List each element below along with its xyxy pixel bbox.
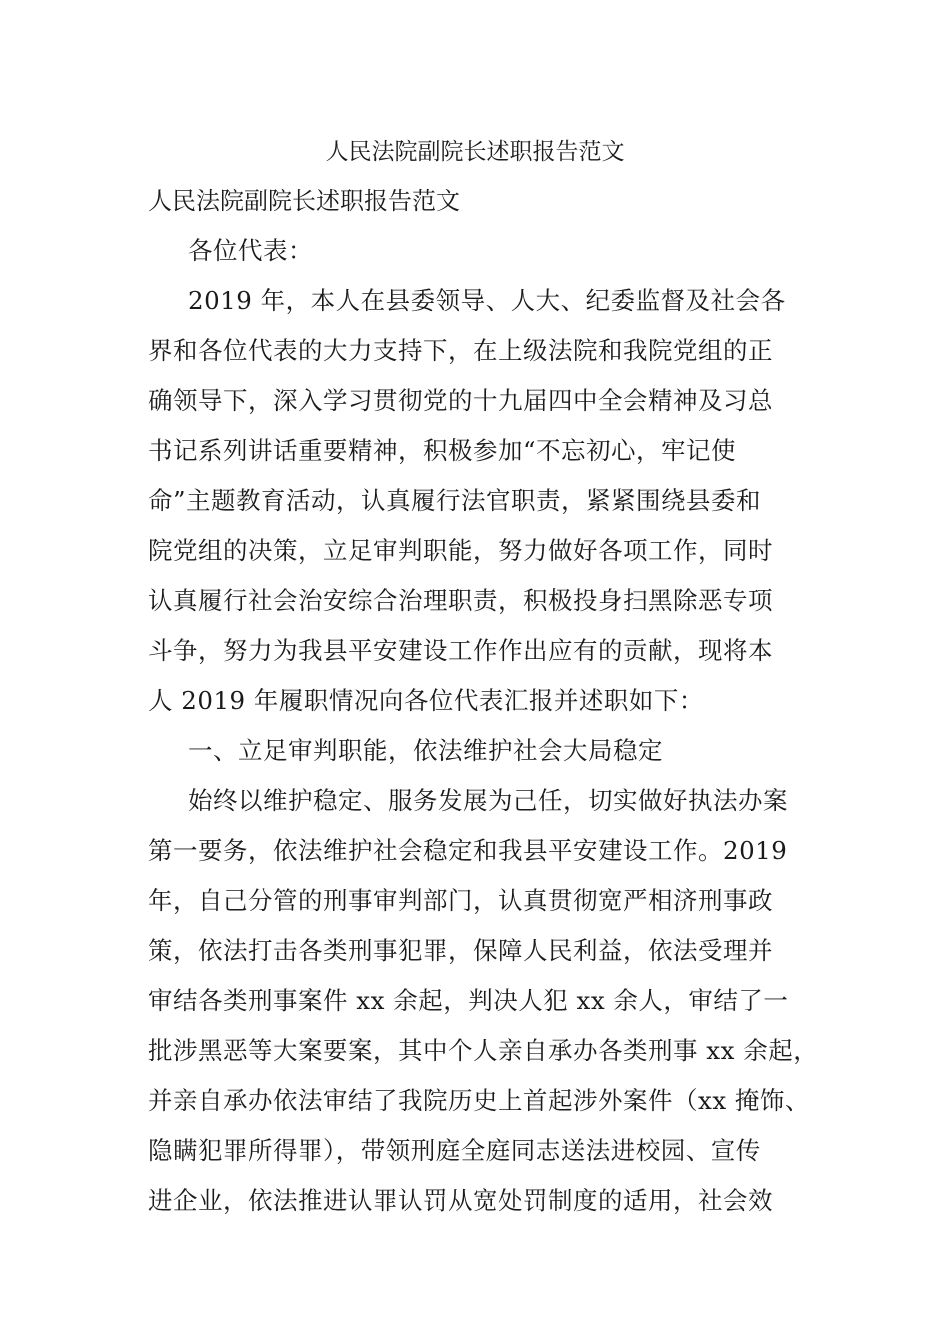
paragraph-line: 并亲自承办依法审结了我院历史上首起涉外案件（xx 掩饰、	[148, 1086, 810, 1115]
document-subtitle: 人民法院副院长述职报告范文	[148, 187, 460, 215]
paragraph-line: 院党组的决策，立足审判职能，努力做好各项工作，同时	[148, 536, 773, 565]
paragraph-line: 界和各位代表的大力支持下，在上级法院和我院党组的正	[148, 336, 773, 365]
paragraph-line: 命”主题教育活动，认真履行法官职责，紧紧围绕县委和	[148, 486, 762, 515]
paragraph-line: 认真履行社会治安综合治理职责，积极投身扫黑除恶专项	[148, 586, 773, 615]
paragraph-line: 书记系列讲话重要精神，积极参加“不忘初心，牢记使	[148, 436, 737, 465]
paragraph-line: 确领导下，深入学习贯彻党的十九届四中全会精神及习总	[148, 386, 773, 415]
paragraph-line: 隐瞒犯罪所得罪），带领刑庭全庭同志送法进校园、宣传	[148, 1136, 761, 1165]
page-title: 人民法院副院长述职报告范文	[325, 139, 625, 165]
paragraph-line: 第一要务，依法维护社会稳定和我县平安建设工作。2019	[148, 836, 788, 865]
paragraph-line: 2019 年，本人在县委领导、人大、纪委监督及社会各	[188, 286, 786, 315]
paragraph-line: 始终以维护稳定、服务发展为己任，切实做好执法办案	[188, 786, 788, 815]
paragraph-line: 年，自己分管的刑事审判部门，认真贯彻宽严相济刑事政	[148, 886, 773, 915]
paragraph-line: 斗争，努力为我县平安建设工作作出应有的贡献，现将本	[148, 636, 773, 665]
paragraph-line: 策，依法打击各类刑事犯罪，保障人民利益，依法受理并	[148, 936, 773, 965]
greeting: 各位代表：	[188, 236, 313, 265]
paragraph-line: 人 2019 年履职情况向各位代表汇报并述职如下：	[148, 686, 704, 715]
paragraph-line: 审结各类刑事案件 xx 余起，判决人犯 xx 余人，审结了一	[148, 986, 789, 1015]
paragraph-line: 批涉黑恶等大案要案，其中个人亲自承办各类刑事 xx 余起，	[148, 1036, 819, 1065]
section-heading: 一、立足审判职能，依法维护社会大局稳定	[188, 736, 663, 765]
paragraph-line: 进企业，依法推进认罪认罚从宽处罚制度的适用，社会效	[148, 1186, 773, 1215]
